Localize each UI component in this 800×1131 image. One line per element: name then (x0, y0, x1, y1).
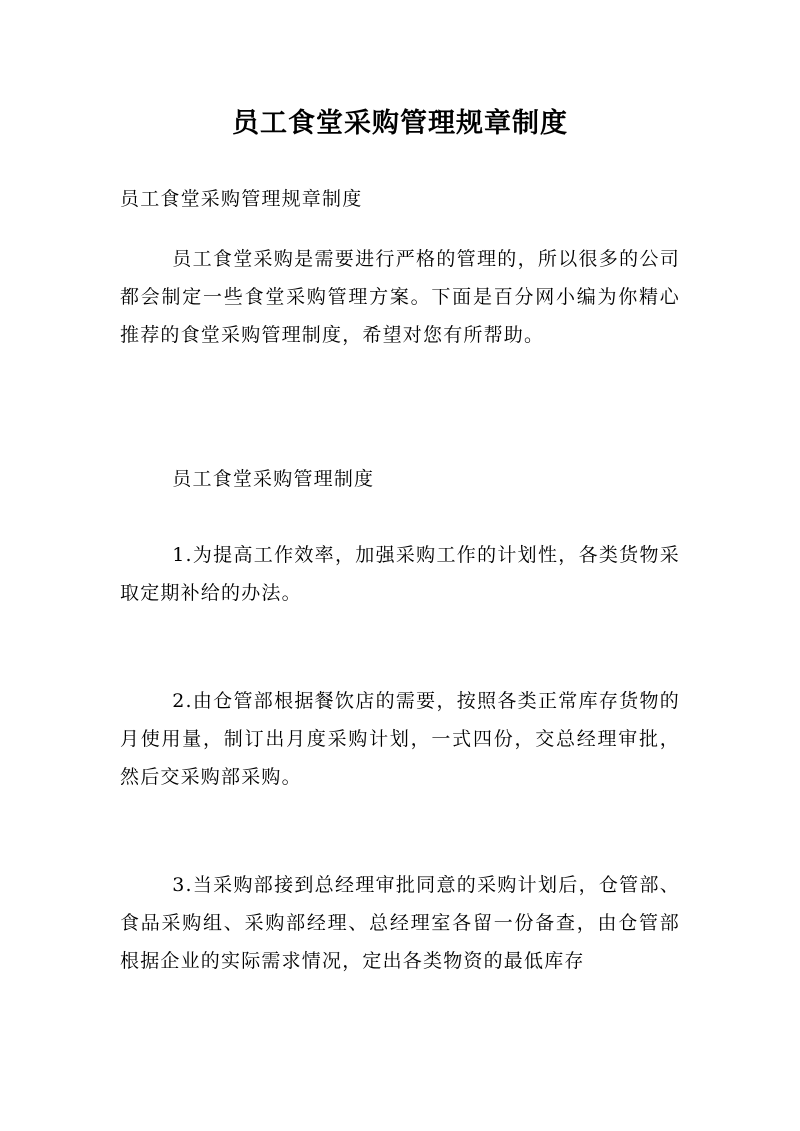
document-subtitle: 员工食堂采购管理规章制度 (120, 188, 363, 210)
document-title: 员工食堂采购管理规章制度 (232, 108, 568, 139)
rule-item-1: 1.为提高工作效率，加强采购工作的计划性，各类货物采取定期补给的办法。 (120, 544, 680, 604)
rule-item-3: 3.当采购部接到总经理审批同意的采购计划后，仓管部、食品采购组、采购部经理、总经理室各留一份备查，由仓管部根据企业的实际需求情况，定出各类物资的最低库存 (120, 874, 680, 972)
rule-item-2: 2.由仓管部根据餐饮店的需要，按照各类正常库存货物的月使用量，制订出月度采购计划，一式四份，交总经理审批，然后交采购部采购。 (120, 690, 680, 788)
intro-paragraph: 员工食堂采购是需要进行严格的管理的，所以很多的公司都会制定一些食堂采购管理方案。下面是百分网小编为你精心推荐的食堂采购管理制度，希望对您有所帮助。 (120, 248, 680, 346)
section-heading: 员工食堂采购管理制度 (172, 468, 375, 490)
